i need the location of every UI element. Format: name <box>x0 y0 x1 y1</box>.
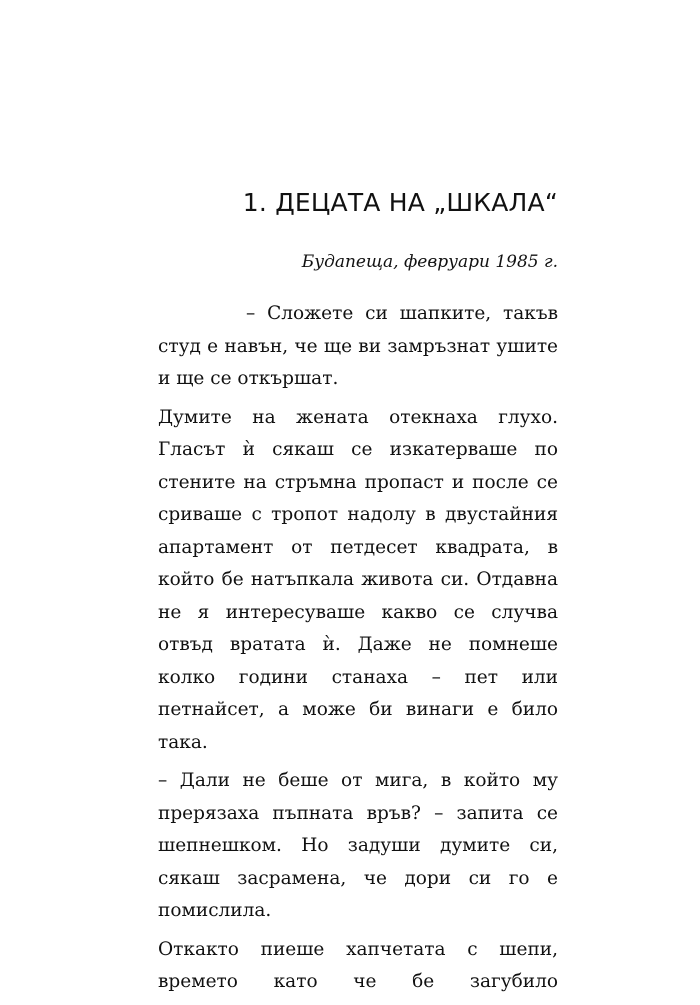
chapter-title: 1. ДЕЦАТА НА „ШКАЛА“ <box>242 188 558 217</box>
chapter-dateline: Будапеща, февруари 1985 г. <box>301 252 558 272</box>
book-page <box>158 186 558 1005</box>
paragraph-1: – Сложете си шапките, такъв студ е навън, че ще ви замръзнат ушите и ще се откършат. <box>158 303 558 389</box>
paragraph-4: Откакто пиеше хапчетата с шепи, времето като че бе загубило <box>158 938 558 992</box>
paragraph-3: – Дали не беше от мига, в който му прерязаха пъпната връв? – запита се шепнешком. Но задуши думите си, сякаш засрамена, че дори си го е помислила. <box>158 770 558 921</box>
paragraph-2: Думите на жената отекнаха глухо. Гласът ѝ сякаш се изкатерваше по стените на стръмна пропаст и после се сриваше с тропот надолу в двустайния апартамент от петдесет квадрата, в който бе натъпкала живота си. Отдавна не я интересуваше какво се случва отвъд вратата ѝ. Даже не помнеше колко години станаха – пет или петнайсет, а може би винаги е било така. <box>158 406 558 753</box>
body-text <box>158 298 558 999</box>
